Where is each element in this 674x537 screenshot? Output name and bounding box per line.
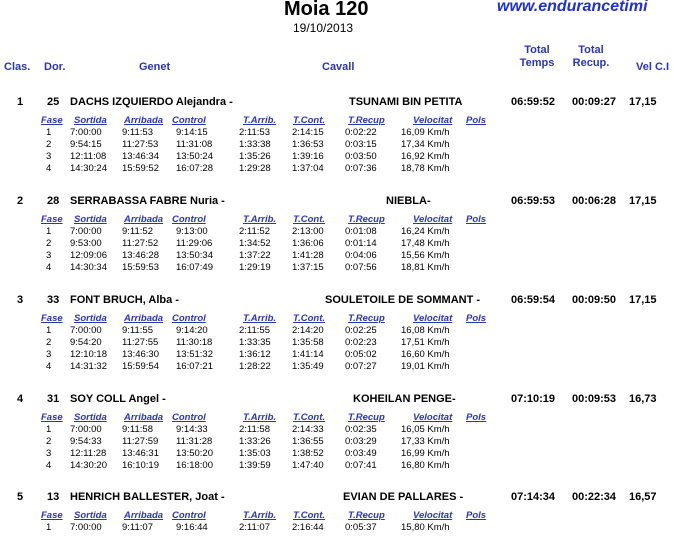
phase-cell: 9:11:55 (122, 325, 153, 336)
phase-cell: 16,08 Km/h (401, 325, 450, 336)
phase-cell: 15:59:52 (122, 163, 159, 174)
phase-cell: 1:38:52 (292, 448, 324, 459)
phase-cell: 1:33:26 (239, 436, 271, 447)
phase-cell: 9:11:07 (122, 522, 153, 533)
horse-name: KOHEILAN PENGE- (353, 393, 456, 405)
phase-col-header: Pols (466, 115, 487, 126)
entry-bib: 13 (47, 491, 60, 503)
phase-cell: 16,05 Km/h (401, 424, 450, 435)
phase-cell: 1:35:58 (292, 337, 324, 348)
phase-col-header: Sortida (74, 115, 107, 126)
phase-cell: 9:16:44 (176, 522, 208, 533)
phase-col-header: T.Cont. (293, 115, 326, 126)
phase-col-header: T.Arrib. (243, 115, 277, 126)
phase-col-header: T.Recup (348, 214, 385, 225)
page-title: Moia 120 (284, 0, 369, 20)
phase-cell: 14:30:24 (70, 163, 107, 174)
phase-cell: 11:30:18 (176, 337, 213, 348)
phase-cell: 3 (46, 151, 52, 162)
entry-total-time: 06:59:52 (511, 96, 556, 108)
phase-cell: 1:34:52 (239, 238, 271, 249)
phase-cell: 17,33 Km/h (401, 436, 450, 447)
phase-col-header: T.Recup (348, 313, 385, 324)
phase-cell: 1:41:14 (292, 349, 324, 360)
phase-cell: 0:03:50 (345, 151, 377, 162)
phase-cell: 14:30:20 (70, 460, 107, 471)
phase-cell: 1:39:59 (239, 460, 271, 471)
phase-cell: 2:14:15 (292, 127, 324, 138)
phase-col-header: T.Arrib. (243, 214, 277, 225)
phase-col-header: Fase (41, 214, 63, 225)
phase-cell: 1:36:55 (292, 436, 324, 447)
phase-cell: 9:13:00 (176, 226, 208, 237)
phase-cell: 1:29:28 (239, 163, 271, 174)
phase-col-header: Pols (466, 412, 487, 423)
phase-cell: 9:54:33 (70, 436, 102, 447)
phase-col-header: Control (172, 313, 206, 324)
phase-cell: 14:31:32 (70, 361, 107, 372)
phase-cell: 2 (46, 337, 52, 348)
phase-cell: 18,81 Km/h (401, 262, 450, 273)
phase-col-header: T.Cont. (293, 412, 326, 423)
phase-cell: 0:07:56 (345, 262, 377, 273)
phase-col-header: T.Recup (348, 510, 385, 521)
phase-cell: 12:10:18 (70, 349, 107, 360)
phase-cell: 1:37:04 (292, 163, 324, 174)
phase-cell: 0:05:37 (345, 522, 377, 533)
phase-cell: 17,51 Km/h (401, 337, 450, 348)
entry-total-recup: 00:09:50 (572, 294, 617, 306)
phase-cell: 9:54:15 (70, 139, 102, 150)
entry-total-recup: 00:09:53 (572, 393, 617, 405)
phase-cell: 2 (46, 238, 52, 249)
phase-cell: 1:35:03 (239, 448, 271, 459)
col-cavall: Cavall (322, 61, 355, 73)
phase-cell: 1:37:15 (292, 262, 324, 273)
phase-cell: 7:00:00 (70, 226, 102, 237)
phase-cell: 0:03:15 (345, 139, 377, 150)
phase-cell: 2:11:53 (239, 127, 270, 138)
col-vel: Vel C.I (636, 61, 670, 73)
phase-cell: 16:07:21 (176, 361, 213, 372)
phase-cell: 9:14:20 (176, 325, 208, 336)
col-total-recup: Total Recup. (572, 44, 610, 69)
phase-cell: 0:04:06 (345, 250, 377, 261)
phase-cell: 16:07:49 (176, 262, 213, 273)
phase-cell: 11:29:06 (176, 238, 213, 249)
phase-cell: 13:46:28 (122, 250, 159, 261)
phase-col-header: Velocitat (413, 214, 453, 225)
entry-total-recup: 00:09:27 (572, 96, 617, 108)
phase-cell: 2 (46, 436, 52, 447)
website-link[interactable]: www.endurancetimi (497, 0, 648, 15)
phase-col-header: T.Arrib. (243, 412, 277, 423)
phase-cell: 15,80 Km/h (401, 522, 450, 533)
phase-cell: 13:50:34 (176, 250, 213, 261)
phase-col-header: Control (172, 214, 206, 225)
rider-name: HENRICH BALLESTER, Joat - (70, 491, 225, 503)
phase-cell: 17,34 Km/h (401, 139, 450, 150)
phase-cell: 2:13:00 (292, 226, 324, 237)
phase-cell: 1:36:53 (292, 139, 324, 150)
phase-cell: 7:00:00 (70, 325, 102, 336)
phase-cell: 0:01:08 (345, 226, 377, 237)
phase-cell: 2:14:33 (292, 424, 324, 435)
phase-col-header: Control (172, 412, 206, 423)
phase-cell: 17,48 Km/h (401, 238, 450, 249)
phase-col-header: Velocitat (413, 510, 453, 521)
entry-rank: 5 (17, 491, 24, 503)
phase-col-header: Arribada (124, 510, 164, 521)
phase-cell: 0:07:36 (345, 163, 377, 174)
horse-name: NIEBLA- (386, 195, 431, 207)
entry-total-recup: 00:22:34 (572, 491, 617, 503)
phase-cell: 12:09:06 (70, 250, 107, 261)
phase-cell: 0:07:41 (345, 460, 377, 471)
phase-col-header: Control (172, 115, 206, 126)
phase-cell: 16,92 Km/h (401, 151, 450, 162)
phase-col-header: Sortida (74, 412, 107, 423)
phase-cell: 1:41:28 (292, 250, 324, 261)
phase-cell: 15:59:53 (122, 262, 159, 273)
phase-cell: 2:11:58 (239, 424, 270, 435)
entry-speed: 17,15 (629, 294, 657, 306)
phase-cell: 11:31:28 (176, 436, 213, 447)
phase-cell: 1 (46, 226, 52, 237)
entry-total-time: 07:14:34 (511, 491, 556, 503)
entry-bib: 28 (47, 195, 60, 207)
phase-cell: 13:46:34 (122, 151, 159, 162)
phase-cell: 4 (46, 262, 52, 273)
phase-cell: 0:05:02 (345, 349, 377, 360)
phase-cell: 16:10:19 (122, 460, 159, 471)
rider-name: DACHS IZQUIERDO Alejandra - (70, 96, 233, 108)
entry-total-time: 07:10:19 (511, 393, 556, 405)
phase-cell: 1 (46, 325, 52, 336)
phase-cell: 13:51:32 (176, 349, 213, 360)
phase-cell: 16:07:28 (176, 163, 213, 174)
horse-name: EVIAN DE PALLARES - (343, 491, 464, 503)
horse-name: SOULETOILE DE SOMMANT - (325, 294, 481, 306)
phase-cell: 1:28:22 (239, 361, 271, 372)
entry-bib: 31 (47, 393, 60, 405)
entry-bib: 33 (47, 294, 60, 306)
phase-col-header: T.Arrib. (243, 313, 277, 324)
phase-col-header: Pols (466, 510, 487, 521)
phase-cell: 16,80 Km/h (401, 460, 450, 471)
phase-col-header: T.Recup (348, 115, 385, 126)
phase-col-header: Sortida (74, 313, 107, 324)
phase-cell: 12:11:28 (70, 448, 107, 459)
rider-name: SERRABASSA FABRE Nuria - (70, 195, 225, 207)
col-clas: Clas. (4, 61, 31, 73)
phase-cell: 0:03:49 (345, 448, 377, 459)
entry-total-time: 06:59:54 (511, 294, 556, 306)
entry-total-recup: 00:06:28 (572, 195, 617, 207)
phase-cell: 7:00:00 (70, 127, 102, 138)
rider-name: SOY COLL Angel - (70, 393, 166, 405)
phase-cell: 1:37:22 (239, 250, 271, 261)
phase-cell: 0:03:29 (345, 436, 377, 447)
col-genet: Genet (139, 61, 171, 73)
phase-cell: 16,09 Km/h (401, 127, 450, 138)
phase-cell: 12:11:08 (70, 151, 107, 162)
rider-name: FONT BRUCH, Alba - (70, 294, 179, 306)
phase-cell: 9:14:15 (176, 127, 208, 138)
phase-cell: 0:02:35 (345, 424, 377, 435)
phase-cell: 15:59:54 (122, 361, 159, 372)
phase-col-header: T.Recup (348, 412, 385, 423)
entry-bib: 25 (47, 96, 60, 108)
phase-cell: 1 (46, 127, 52, 138)
phase-col-header: T.Cont. (293, 510, 326, 521)
phase-cell: 2:16:44 (292, 522, 324, 533)
phase-cell: 11:31:08 (176, 139, 213, 150)
phase-cell: 1:47:40 (292, 460, 324, 471)
phase-cell: 16,60 Km/h (401, 349, 450, 360)
phase-cell: 16:18:00 (176, 460, 213, 471)
phase-cell: 13:50:20 (176, 448, 213, 459)
phase-cell: 16,24 Km/h (401, 226, 450, 237)
phase-cell: 9:54:20 (70, 337, 102, 348)
phase-cell: 1:36:06 (292, 238, 324, 249)
phase-col-header: Fase (41, 115, 63, 126)
col-total-temps: Total Temps (519, 44, 555, 69)
phase-cell: 0:02:25 (345, 325, 377, 336)
phase-col-header: T.Cont. (293, 214, 326, 225)
entry-speed: 16,57 (629, 491, 657, 503)
phase-col-header: Sortida (74, 214, 107, 225)
phase-cell: 0:07:27 (345, 361, 377, 372)
phase-cell: 1 (46, 424, 52, 435)
entry-rank: 1 (17, 96, 24, 108)
phase-cell: 4 (46, 361, 52, 372)
entry-speed: 16,73 (629, 393, 657, 405)
phase-cell: 0:02:23 (345, 337, 377, 348)
entry-total-time: 06:59:53 (511, 195, 556, 207)
phase-cell: 0:01:14 (345, 238, 377, 249)
entry-rank: 2 (17, 195, 24, 207)
event-date: 19/10/2013 (293, 21, 354, 35)
phase-col-header: Fase (41, 313, 63, 324)
phase-col-header: T.Arrib. (243, 510, 277, 521)
phase-cell: 16,99 Km/h (401, 448, 450, 459)
phase-col-header: Arribada (124, 214, 164, 225)
entry-speed: 17,15 (629, 96, 657, 108)
phase-cell: 1:36:12 (239, 349, 271, 360)
phase-cell: 9:11:53 (122, 127, 153, 138)
phase-cell: 2:11:07 (239, 522, 270, 533)
phase-cell: 2:11:52 (239, 226, 270, 237)
phase-cell: 4 (46, 163, 52, 174)
phase-cell: 11:27:59 (122, 436, 159, 447)
phase-cell: 15,56 Km/h (401, 250, 450, 261)
phase-col-header: Fase (41, 412, 63, 423)
phase-cell: 13:50:24 (176, 151, 213, 162)
phase-cell: 3 (46, 250, 52, 261)
phase-cell: 19,01 Km/h (401, 361, 450, 372)
phase-col-header: T.Cont. (293, 313, 326, 324)
phase-col-header: Pols (466, 313, 487, 324)
phase-cell: 1:33:35 (239, 337, 271, 348)
phase-cell: 1:33:38 (239, 139, 271, 150)
phase-col-header: Arribada (124, 313, 164, 324)
phase-cell: 2 (46, 139, 52, 150)
phase-col-header: Arribada (124, 412, 164, 423)
phase-cell: 11:27:52 (122, 238, 159, 249)
phase-cell: 18,78 Km/h (401, 163, 450, 174)
phase-cell: 7:00:00 (70, 522, 102, 533)
phase-cell: 7:00:00 (70, 424, 102, 435)
phase-cell: 9:11:52 (122, 226, 153, 237)
phase-col-header: Sortida (74, 510, 107, 521)
entry-rank: 3 (17, 294, 24, 306)
phase-cell: 1:35:49 (292, 361, 324, 372)
phase-cell: 1:29:19 (239, 262, 271, 273)
phase-col-header: Velocitat (413, 412, 453, 423)
phase-cell: 13:46:31 (122, 448, 159, 459)
phase-col-header: Arribada (124, 115, 164, 126)
phase-col-header: Control (172, 510, 206, 521)
horse-name: TSUNAMI BIN PETITA (349, 96, 463, 108)
phase-cell: 11:27:53 (122, 139, 159, 150)
phase-col-header: Fase (41, 510, 63, 521)
phase-cell: 1 (46, 522, 52, 533)
phase-cell: 3 (46, 349, 52, 360)
col-dor: Dor. (44, 61, 66, 73)
phase-cell: 1:39:16 (292, 151, 324, 162)
entry-rank: 4 (17, 393, 24, 405)
phase-cell: 2:11:55 (239, 325, 270, 336)
phase-cell: 9:53:00 (70, 238, 102, 249)
phase-cell: 3 (46, 448, 52, 459)
phase-col-header: Velocitat (413, 313, 453, 324)
phase-cell: 13:46:30 (122, 349, 159, 360)
phase-col-header: Pols (466, 214, 487, 225)
phase-cell: 0:02:22 (345, 127, 377, 138)
entry-speed: 17,15 (629, 195, 657, 207)
phase-cell: 2:14:20 (292, 325, 324, 336)
phase-cell: 9:11:58 (122, 424, 153, 435)
phase-cell: 1:35:26 (239, 151, 271, 162)
phase-cell: 4 (46, 460, 52, 471)
phase-cell: 11:27:55 (122, 337, 159, 348)
phase-col-header: Velocitat (413, 115, 453, 126)
phase-cell: 14:30:34 (70, 262, 107, 273)
phase-cell: 9:14:33 (176, 424, 208, 435)
